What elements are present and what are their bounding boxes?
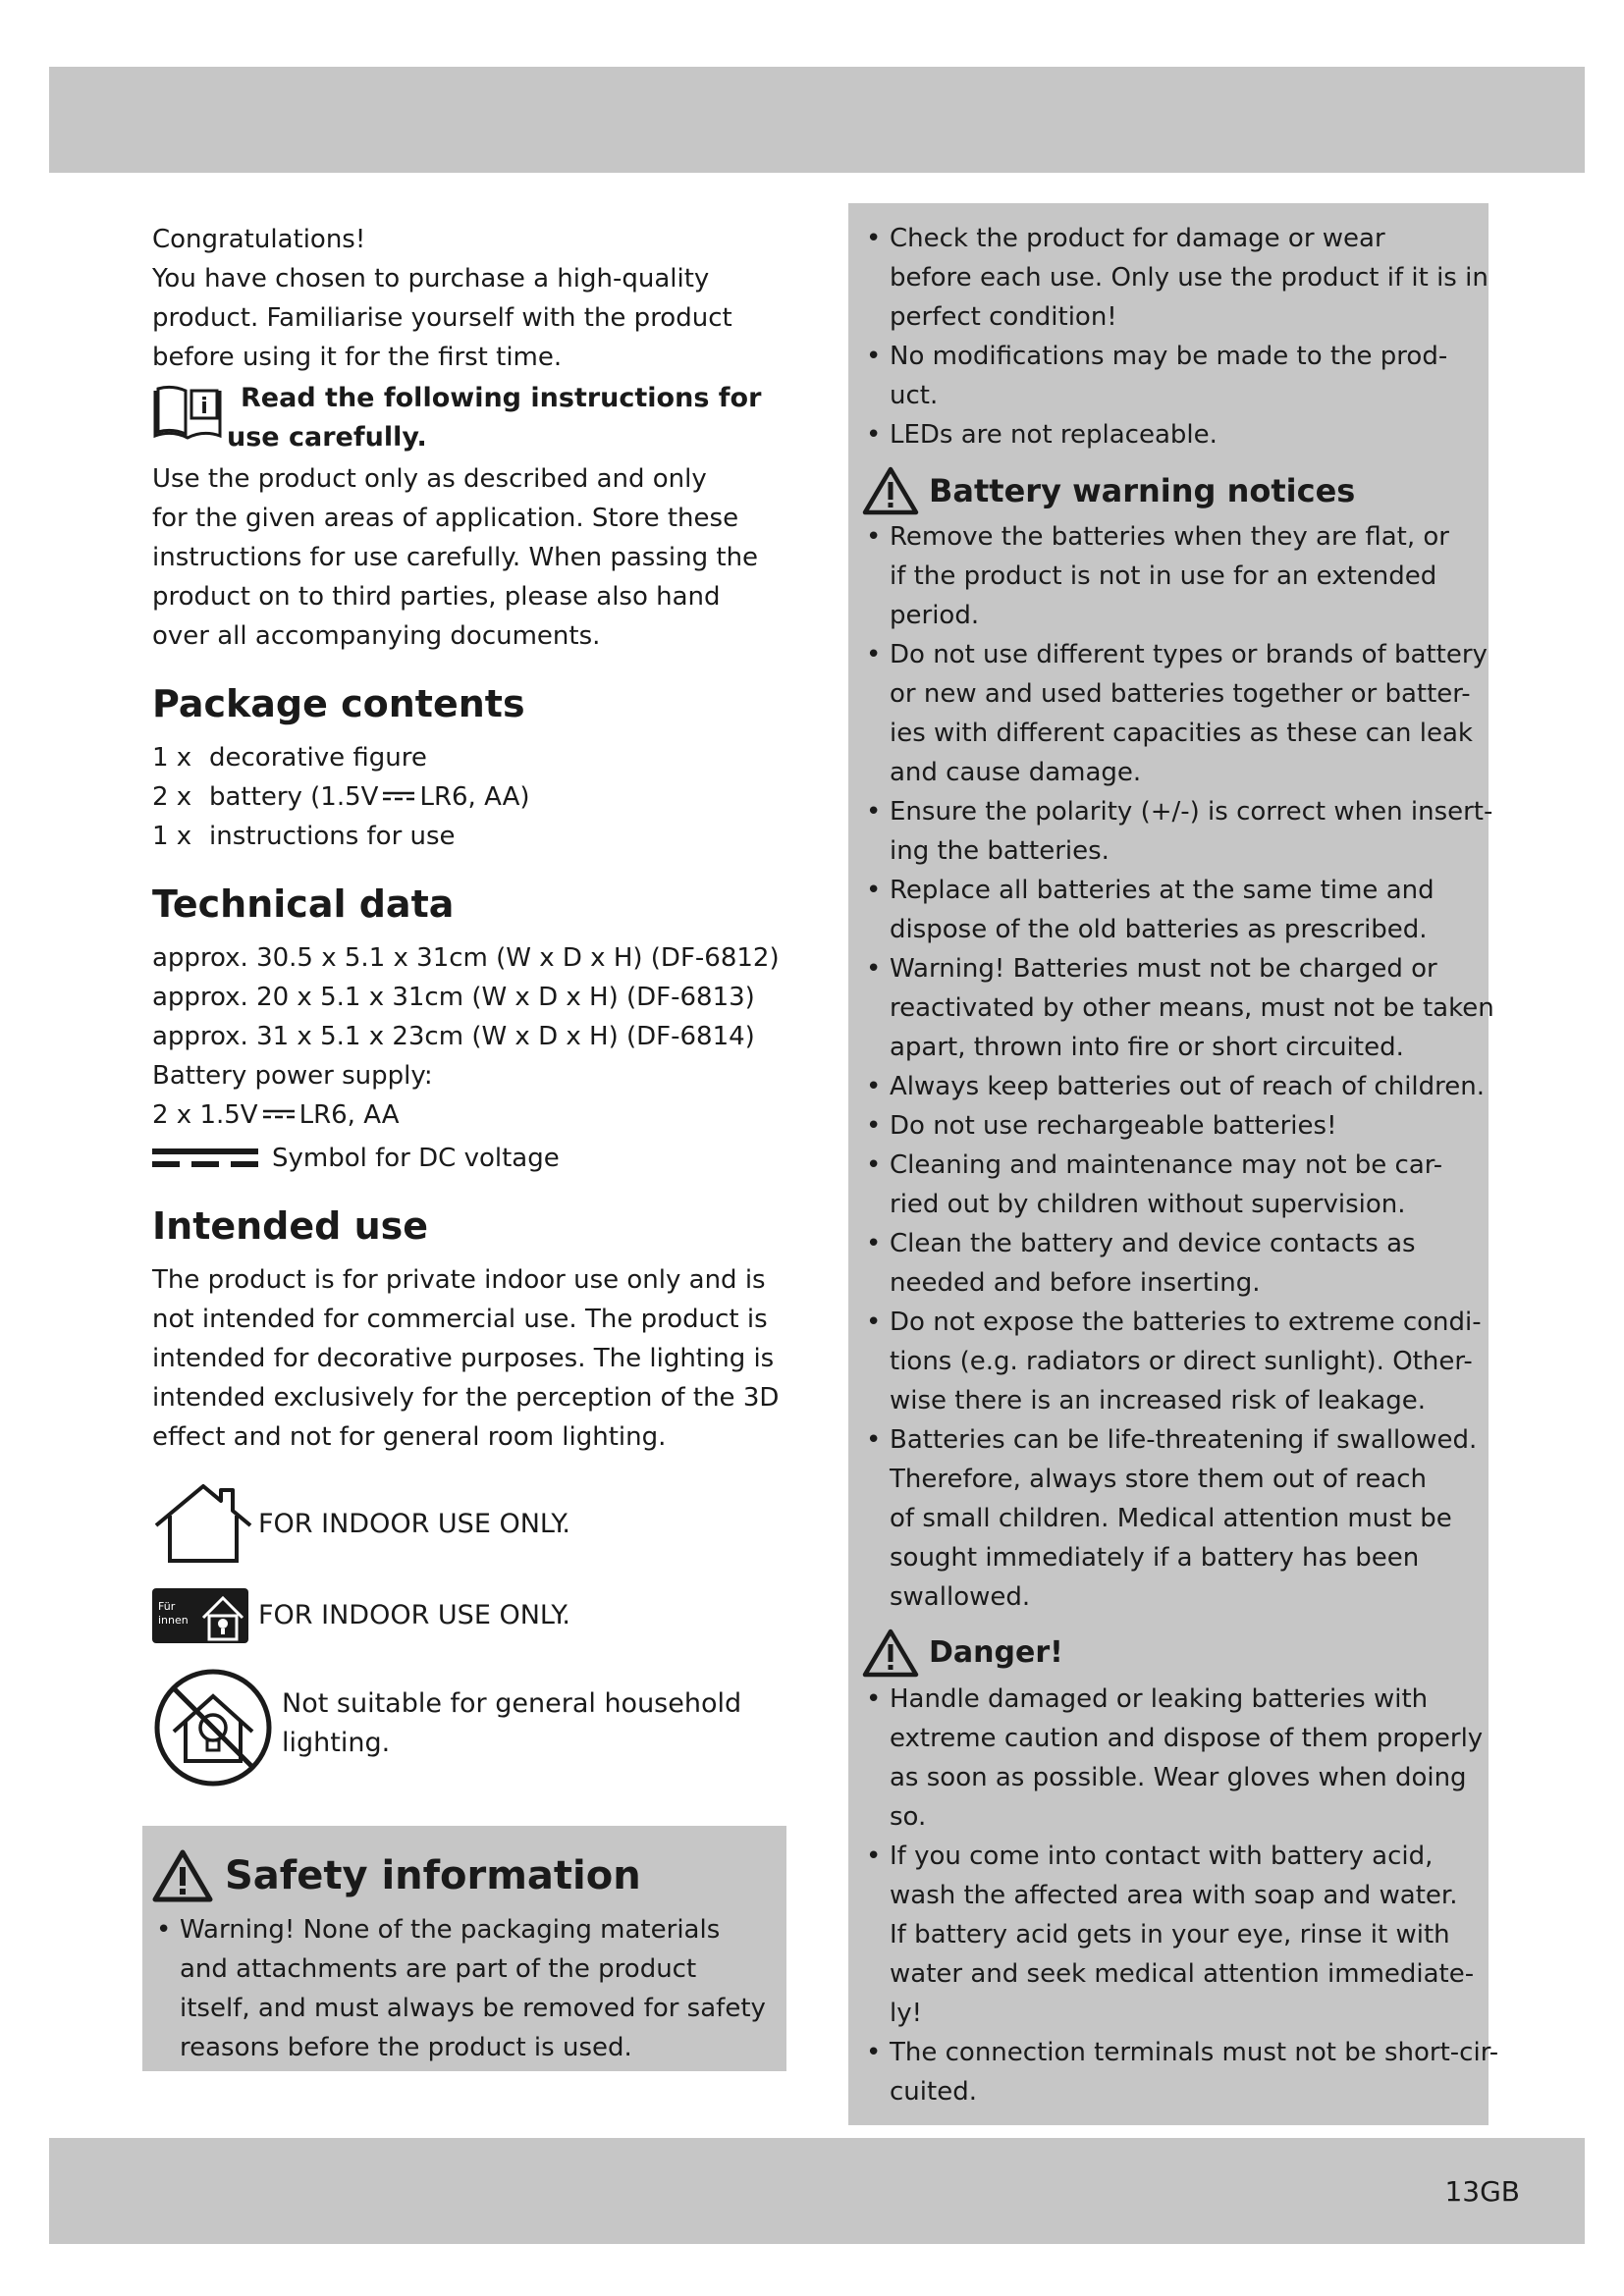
indoor-symbol-row <box>152 1482 800 1567</box>
danger-line: • The connection terminals must not be short-cir- <box>890 2038 1499 2067</box>
safety-line: reasons before the product is used. <box>180 2033 632 2062</box>
danger-line: extreme caution and dispose of them properly <box>890 1724 1484 1753</box>
danger-header <box>862 1629 1487 1678</box>
danger-bullet <box>862 1680 1487 1837</box>
danger-line: ly! <box>890 1999 923 2028</box>
danger-line: water and seek medical attention immediate- <box>890 1959 1475 1989</box>
battery-line: • Warning! Batteries must not be charged or <box>890 954 1437 984</box>
warning-bullet <box>862 337 1487 415</box>
safety-heading: Safety information <box>225 1853 641 1898</box>
footer-band <box>49 2138 1585 2244</box>
package-qty: 1 x <box>152 743 192 773</box>
battery-line: ies with different capacities as these can leak <box>890 719 1473 748</box>
battery-line: • Replace all batteries at the same time and <box>890 876 1435 905</box>
battery-supply-line <box>152 1095 800 1135</box>
technical-data-heading: Technical data <box>152 882 455 926</box>
battery-line: • Do not expose the batteries to extreme condi- <box>890 1308 1482 1337</box>
warning-bullet <box>862 415 1487 454</box>
danger-bullet <box>862 2033 1499 2111</box>
battery-line: wise there is an increased risk of leakage. <box>890 1386 1426 1415</box>
book-info-icon <box>152 383 223 444</box>
battery-line: sought immediately if a battery has been <box>890 1543 1420 1573</box>
warning-line: perfect condition! <box>890 302 1117 332</box>
battery-line: ried out by children without supervision. <box>890 1190 1406 1219</box>
technical-line: Battery power supply: <box>152 1061 433 1091</box>
warnings-panel <box>848 203 1499 2125</box>
battery-bullet <box>862 792 1493 871</box>
battery-line: • Do not use different types or brands of battery <box>890 640 1488 669</box>
danger-line: wash the affected area with soap and water. <box>890 1881 1458 1910</box>
battery-line: • Batteries can be life-threatening if swallowed. <box>890 1425 1478 1455</box>
battery-warnings-list <box>862 517 1494 1617</box>
battery-bullet <box>862 949 1494 1067</box>
badge-text: Für <box>158 1600 176 1613</box>
warning-triangle-icon <box>862 1629 919 1678</box>
house-icon <box>152 1482 254 1567</box>
warning-triangle-icon <box>862 466 919 515</box>
page-number: 13GB <box>1444 2175 1520 2208</box>
intended-use-heading: Intended use <box>152 1204 429 1248</box>
read-note-line: Read the following instructions for <box>241 383 762 413</box>
warning-line: before each use. Only use the product if it is in <box>890 263 1489 293</box>
battery-line: • Do not use rechargeable batteries! <box>890 1111 1337 1141</box>
intended-line: not intended for commercial use. The product is <box>152 1305 768 1334</box>
package-contents-heading: Package contents <box>152 682 525 725</box>
package-item <box>152 738 800 777</box>
battery-supply-after: LR6, AA <box>298 1100 400 1130</box>
intended-line: intended for decorative purposes. The lighting is <box>152 1344 775 1373</box>
battery-supply-before: 2 x 1.5V <box>152 1100 258 1130</box>
dc-voltage-symbol-icon <box>152 1146 258 1171</box>
battery-line: needed and before inserting. <box>890 1268 1261 1298</box>
battery-line: tions (e.g. radiators or direct sunlight). Other- <box>890 1347 1473 1376</box>
warning-line: • LEDs are not replaceable. <box>890 420 1218 450</box>
general-warnings-list <box>862 219 1487 454</box>
battery-line: apart, thrown into fire or short circuited. <box>890 1033 1404 1062</box>
danger-line: as soon as possible. Wear gloves when doing <box>890 1763 1467 1792</box>
badge-text: innen <box>158 1614 189 1627</box>
battery-bullet <box>862 1106 1487 1146</box>
usage-line: instructions for use carefully. When passing the <box>152 543 759 572</box>
battery-bullet <box>862 1303 1487 1420</box>
intended-line: effect and not for general room lighting. <box>152 1422 667 1452</box>
package-item <box>152 817 800 856</box>
battery-bullet <box>862 871 1487 949</box>
indoor-use-text-2: FOR INDOOR USE ONLY. <box>258 1600 570 1630</box>
battery-line: • Cleaning and maintenance may not be car- <box>890 1150 1443 1180</box>
battery-line: reactivated by other means, must not be taken <box>890 993 1494 1023</box>
battery-line: • Clean the battery and device contacts as <box>890 1229 1416 1258</box>
package-qty: 2 x <box>152 782 192 812</box>
dc-symbol-label: Symbol for DC voltage <box>272 1144 560 1173</box>
danger-line: If battery acid gets in your eye, rinse it with <box>890 1920 1450 1949</box>
dc-voltage-icon <box>382 789 415 803</box>
battery-bullet <box>862 517 1487 635</box>
warning-line: uct. <box>890 381 939 410</box>
no-household-lighting-icon <box>152 1667 274 1789</box>
battery-line: dispose of the old batteries as prescribed. <box>890 915 1428 944</box>
technical-line: approx. 30.5 x 5.1 x 31cm (W x D x H) (DF-6812) <box>152 943 780 973</box>
safety-line: and attachments are part of the product <box>180 1954 697 1984</box>
battery-line: • Remove the batteries when they are flat, or <box>890 522 1449 552</box>
battery-line: swallowed. <box>890 1582 1031 1612</box>
package-text: battery (1.5V <box>209 782 379 812</box>
usage-line: Use the product only as described and only <box>152 464 707 494</box>
intro-line: You have chosen to purchase a high-quality <box>152 264 710 294</box>
intro-line: before using it for the first time. <box>152 343 563 372</box>
usage-line: product on to third parties, please also hand <box>152 582 721 612</box>
safety-list <box>142 1910 786 2067</box>
battery-bullet <box>862 1224 1487 1303</box>
intro-line: Congratulations! <box>152 225 366 254</box>
battery-warning-header <box>862 466 1487 515</box>
warning-triangle-icon <box>152 1849 213 1902</box>
read-note-line: use carefully. <box>227 422 427 453</box>
warning-line: • No modifications may be made to the prod- <box>890 342 1448 371</box>
package-item <box>152 777 800 817</box>
danger-line: cuited. <box>890 2077 977 2107</box>
intro-line: product. Familiarise yourself with the product <box>152 303 732 333</box>
package-qty: 1 x <box>152 822 192 851</box>
battery-line: ing the batteries. <box>890 836 1110 866</box>
battery-line: and cause damage. <box>890 758 1142 787</box>
danger-line: so. <box>890 1802 927 1832</box>
intended-line: intended exclusively for the perception of the 3D <box>152 1383 780 1413</box>
package-text: LR6, AA) <box>419 782 530 812</box>
battery-line: of small children. Medical attention must be <box>890 1504 1452 1533</box>
dc-voltage-icon <box>262 1107 296 1121</box>
danger-line: • If you come into contact with battery acid, <box>890 1842 1434 1871</box>
intended-line: The product is for private indoor use only and is <box>152 1265 766 1295</box>
battery-bullet <box>862 1067 1487 1106</box>
not-household-row <box>152 1667 800 1789</box>
danger-list <box>862 1680 1499 2111</box>
read-instructions-note <box>152 379 800 457</box>
package-text: decorative figure <box>209 743 427 773</box>
package-contents-list <box>152 738 800 856</box>
danger-heading: Danger! <box>929 1635 1063 1670</box>
warning-bullet <box>862 219 1487 337</box>
battery-line: if the product is not in use for an extended <box>890 561 1437 591</box>
warning-line: • Check the product for damage or wear <box>890 224 1385 253</box>
battery-line: • Ensure the polarity (+/-) is correct when insert- <box>890 797 1493 827</box>
battery-bullet <box>862 1146 1487 1224</box>
indoor-badge-row <box>152 1588 800 1643</box>
battery-bullet <box>862 1420 1487 1617</box>
safety-information-box <box>142 1826 786 2071</box>
safety-line: itself, and must always be removed for safety <box>180 1994 766 2023</box>
not-household-line: lighting. <box>282 1728 391 1758</box>
indoor-badge-icon <box>152 1588 248 1643</box>
not-household-line: Not suitable for general household <box>282 1688 742 1719</box>
technical-line: approx. 20 x 5.1 x 31cm (W x D x H) (DF-6813) <box>152 983 755 1012</box>
svg-text:i: i <box>200 395 208 419</box>
indoor-use-text: FOR INDOOR USE ONLY. <box>258 1509 570 1539</box>
left-column <box>152 220 800 1789</box>
usage-line: over all accompanying documents. <box>152 621 601 651</box>
battery-warning-heading: Battery warning notices <box>929 472 1356 509</box>
safety-bullet <box>152 1910 786 2067</box>
header-band <box>49 67 1585 173</box>
battery-bullet <box>862 635 1487 792</box>
safety-line: • Warning! None of the packaging materials <box>180 1915 721 1945</box>
usage-line: for the given areas of application. Store these <box>152 504 739 533</box>
battery-line: period. <box>890 601 980 630</box>
battery-line: • Always keep batteries out of reach of children. <box>890 1072 1485 1101</box>
danger-line: • Handle damaged or leaking batteries with <box>890 1684 1429 1714</box>
battery-line: Therefore, always store them out of reach <box>890 1465 1428 1494</box>
package-text: instructions for use <box>209 822 456 851</box>
battery-line: or new and used batteries together or batter- <box>890 679 1471 709</box>
dc-symbol-legend <box>152 1139 800 1178</box>
technical-line: approx. 31 x 5.1 x 23cm (W x D x H) (DF-6814) <box>152 1022 755 1051</box>
danger-bullet <box>862 1837 1487 2033</box>
